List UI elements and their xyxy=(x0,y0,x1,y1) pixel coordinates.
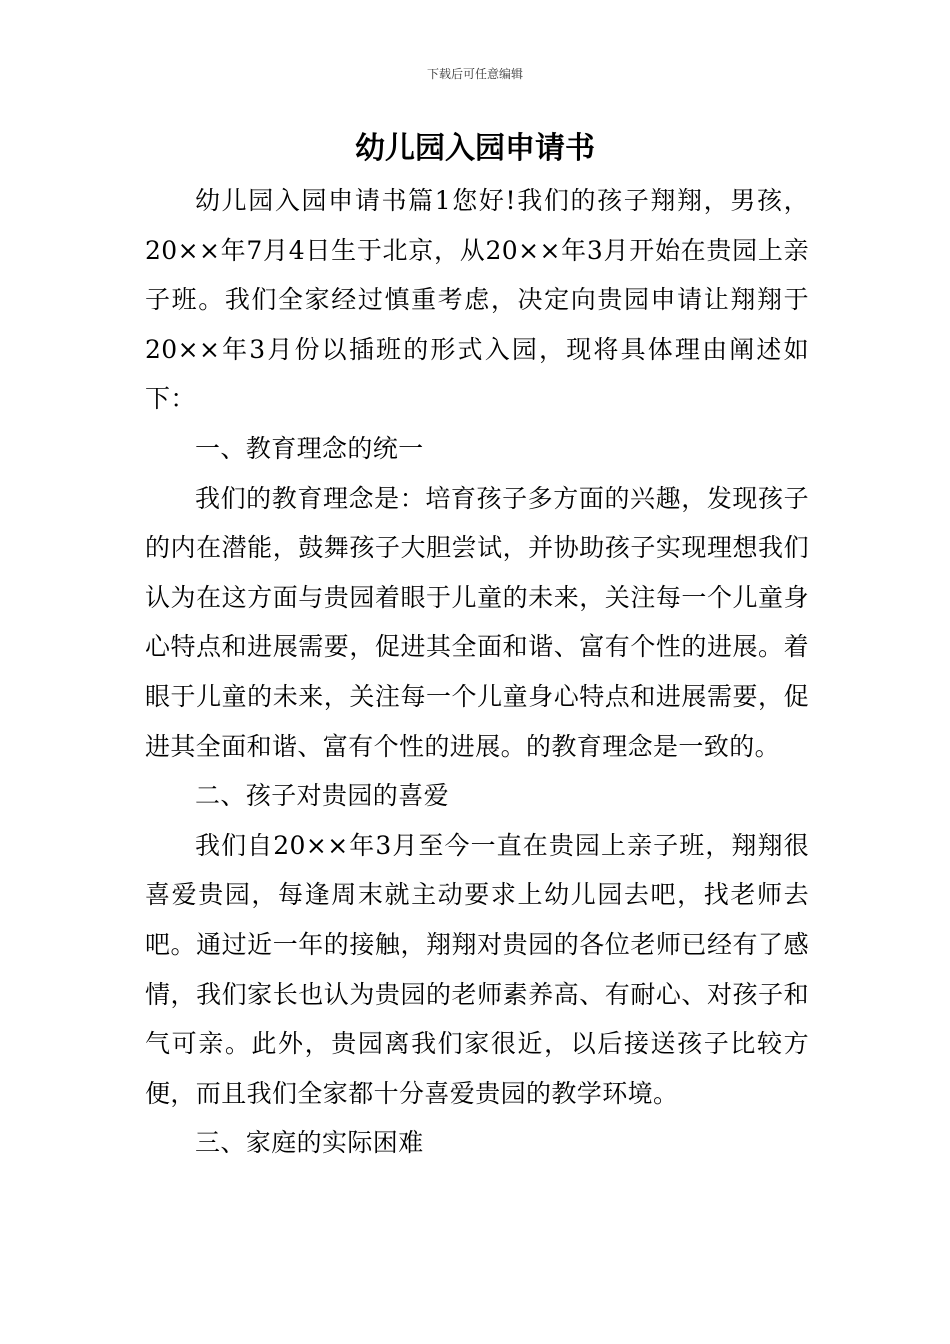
paragraph-section-1: 我们的教育理念是：培育孩子多方面的兴趣，发现孩子的内在潜能，鼓舞孩子大胆尝试，并协助孩子实现理想我们认为在这方面与贵园着眼于儿童的未来，关注每一个儿童身心特点和进展需要，促进其全面和谐、富有个性的进展。着眼于儿童的未来，关注每一个儿童身心特点和进展需要，促进其全面和谐、富有个性的进展。的教育理念是一致的。 xyxy=(145,483,809,761)
section-heading-3: 三、家庭的实际困难 xyxy=(195,1128,424,1158)
section-heading-1: 一、教育理念的统一 xyxy=(195,433,424,463)
document-body xyxy=(145,176,809,1168)
header-note: 下载后可任意编辑 xyxy=(426,67,523,81)
section-heading-2: 二、孩子对贵园的喜爱 xyxy=(195,781,450,811)
document-title: 幼儿园入园申请书 xyxy=(355,131,595,166)
paragraph-intro: 幼儿园入园申请书篇1您好!我们的孩子翔翔，男孩，20××年7月4日生于北京，从20××年3月开始在贵园上亲子班。我们全家经过慎重考虑，决定向贵园申请让翔翔于20××年3月份以插班的形式入园，现将具体理由阐述如下： xyxy=(145,186,809,414)
paragraph-section-2: 我们自20××年3月至今一直在贵园上亲子班，翔翔很喜爱贵园，每逢周末就主动要求上幼儿园去吧，找老师去吧。通过近一年的接触，翔翔对贵园的各位老师已经有了感情，我们家长也认为贵园的老师素养高、有耐心、对孩子和气可亲。此外，贵园离我们家很近，以后接送孩子比较方便，而且我们全家都十分喜爱贵园的教学环境。 xyxy=(145,830,809,1108)
